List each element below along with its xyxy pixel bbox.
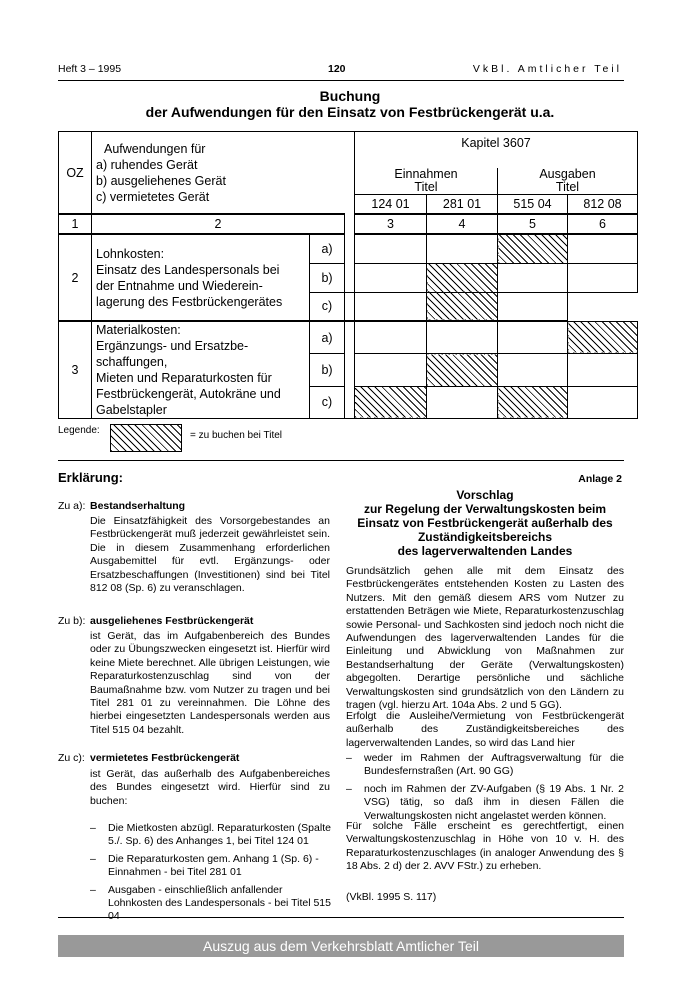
einnahmen-titel-label: Titel (414, 179, 438, 194)
hatched-cell (427, 354, 498, 387)
cell (568, 263, 638, 292)
footer-banner: Auszug aus dem Verkehrsblatt Amtlicher Teil (58, 935, 624, 957)
zu-c-label: Zu c): (58, 752, 85, 764)
sub-label-a: a) (310, 234, 345, 263)
list-item-text: weder im Rahmen der Auftragsverwaltung für die Bundesfernstraßen (Art. 90 GG) (364, 752, 624, 778)
row-desc-line: Lohnkosten: (96, 246, 165, 261)
zu-a-title: Bestandserhaltung (90, 500, 186, 512)
anlage-title-line: zur Regelung der Verwaltungskosten beim (363, 502, 607, 516)
title-124-01: 124 01 (355, 194, 427, 214)
cell (355, 234, 427, 263)
zu-b-title: ausgeliehenes Festbrückengerät (90, 615, 254, 627)
anlage-title (346, 488, 624, 558)
section-rule (58, 460, 624, 461)
row-desc-line: lagerung des Festbrückengerätes (96, 294, 283, 309)
legend-text: = zu buchen bei Titel (190, 430, 283, 441)
issue-label: Heft 3 – 1995 (58, 63, 122, 75)
sub-label-a: a) (310, 321, 345, 354)
oz-header: OZ (59, 132, 92, 215)
zu-b-text: ist Gerät, das im Aufgabenbereich des Bundes oder zu Übungszwecken eingesetzt ist. Hierfür wird keine Miete berechnet. Alle übrigen Leistungen, wie Reparaturkostenzuschlag sind von der Baumaßnahme bzw. vom Nutzer zu tragen und bei Titel 281 01 zu vereinnahmen. Die Löhne des hierbei eingesetzten Landespersonals werden aus Titel 515 04 bezahlt. (90, 630, 330, 736)
row-oz-2: 2 (59, 234, 92, 321)
zu-c-list (90, 822, 332, 928)
sub-label-c: c) (310, 292, 345, 321)
list-item: – Die Mietkosten abzügl. Reparaturkosten (Spalte 5./. Sp. 6) des Anhanges 1, bei Titel 124 01 (90, 822, 331, 848)
row-desc-materialkosten (92, 321, 310, 419)
title-515-04: 515 04 (498, 194, 568, 214)
row-oz-3: 3 (59, 321, 92, 419)
cell (355, 263, 427, 292)
sub-label-b: b) (310, 263, 345, 292)
cell (568, 234, 638, 263)
row-desc-line: Ergänzungs- und Ersatzbe- (96, 339, 249, 353)
hatched-cell (355, 386, 427, 419)
hatched-cell (427, 292, 498, 321)
title-281-01: 281 01 (427, 194, 498, 214)
list-item: – Ausgaben - einschließlich anfallender Lohnkosten des Landespersonals - bei Titel 515 04 (90, 883, 331, 923)
kapitel-header (355, 132, 638, 168)
row-desc-line: schaffungen, (96, 355, 168, 369)
cell (568, 354, 638, 387)
anlage-paragraph-1: Grundsätzlich gehen alle mit dem Einsatz des Festbrückengerätes entstehenden Kosten zu Lasten des Nutzers. Mit den gemäß diesem ARS vom Nutzer zu erstattenden Beträgen wie Miete, Reparaturkostenzuschlag sowie Personal- und Sachkosten sind jedoch noch nicht die Aufwendungen des lagerverwaltenden Landes für die Einleitung und Abwicklung von Maßnahmen zur Bestandserhaltung der Geräte (Verwaltungskosten) abgegolten. Derartige persönliche und sächliche Verwaltungskosten sind grundsätzlich von den Ländern zu tragen (vgl. hierzu Art. 104a Abs. 2 und 5 GG). (346, 565, 624, 712)
cell (568, 386, 638, 419)
hatched-cell (498, 386, 568, 419)
zu-a-label: Zu a): (58, 500, 86, 512)
list-item-text: Die Mietkosten abzügl. Reparaturkosten (Spalte 5./. Sp. 6) des Anhanges 1, bei Titel 124 01 (108, 822, 331, 848)
publication-label: VkBl. Amtlicher Teil (472, 63, 622, 75)
table-title-line1: Buchung (319, 88, 381, 104)
cell (498, 354, 568, 387)
title-812-08: 812 08 (568, 194, 638, 214)
row-desc-line: Einsatz des Landespersonals bei (96, 262, 280, 277)
hatched-cell (568, 321, 638, 354)
anlage-list (346, 752, 624, 827)
legend-label: Legende: (58, 425, 100, 436)
cell (345, 292, 355, 321)
page-number: 120 (328, 63, 346, 75)
colnum-1: 1 (59, 214, 92, 234)
cell (427, 234, 498, 263)
sub-label-c: c) (310, 386, 345, 419)
ausgaben-label: Ausgaben (539, 166, 596, 181)
anlage-title-line: Zuständigkeitsbereichs (417, 530, 553, 544)
kapitel-label: Kapitel 3607 (461, 136, 531, 150)
description-header-title: Aufwendungen für (104, 141, 206, 156)
colnum-6: 6 (568, 214, 638, 234)
description-header-c: c) vermietetes Gerät (96, 189, 210, 204)
colnum-4: 4 (427, 214, 498, 234)
anlage-title-line: Einsatz von Festbrückengerät außerhalb des (357, 516, 613, 530)
sub-label-b: b) (310, 354, 345, 387)
list-item: – Die Reparaturkosten gem. Anhang 1 (Sp. 6) - Einnahmen - bei Titel 281 01 (90, 852, 319, 879)
anlage-label: Anlage 2 (578, 473, 622, 485)
list-item-text: noch im Rahmen der ZV-Aufgaben (§ 19 Abs. 1 Nr. 2 VSG) tätig, so daß ihm in diesen Fällen die Verwaltungskosten nicht angelastet werden können. (364, 782, 624, 822)
zu-a-text: Die Einsatzfähigkeit des Vorsorgebestandes an Festbrückengerät muß jederzeit gewährleistet sein. Die in diesem Zusammenhang erforderlichen Ausgabemittel für evtl. Ergänzungs- oder Ersatzbeschaffungen (Investitionen) sind bei Titel 812 08 (Sp. 6) zu veranschlagen. (90, 515, 330, 595)
cell (355, 292, 427, 321)
list-item: – weder im Rahmen der Auftragsverwaltung für die Bundesfernstraßen (Art. 90 GG) (346, 752, 624, 778)
anlage-title-line: Vorschlag (456, 488, 514, 502)
row-desc-line: Materialkosten: (96, 323, 181, 337)
header-rule (58, 80, 624, 81)
colnum-5: 5 (498, 214, 568, 234)
list-item-text: Die Reparaturkosten gem. Anhang 1 (Sp. 6) - Einnahmen - bei Titel 281 01 (108, 852, 319, 879)
zu-c-text: ist Gerät, das außerhalb des Aufgabenbereiches des Bundes eingesetzt wird. Hierfür sind zu buchen: (90, 768, 330, 807)
anlage-paragraph-3: Für solche Fälle erscheint es gerechtfertigt, einen Verwaltungskostenzuschlag in Höhe von 10 v. H. des Reparaturkostenzuschlages (in analoger Anwendung des § 18 Abs. 2 d) der 2. AVV FStr.) zu erheben. (346, 820, 624, 873)
list-item-text: Ausgaben - einschließlich anfallender Lohnkosten des Landespersonals - bei Titel 515 04 (108, 883, 331, 923)
booking-table (58, 131, 638, 419)
erklaerung-heading: Erklärung: (58, 470, 124, 485)
hatched-cell (427, 263, 498, 292)
legend-hatch-swatch (110, 424, 182, 452)
footer-rule (58, 917, 624, 918)
cell (498, 321, 568, 354)
einnahmen-label: Einnahmen (394, 166, 458, 181)
anlage-paragraph-2: Erfolgt die Ausleihe/Vermietung von Festbrückengerät außerhalb des Zuständigkeitsbereiches des lagerverwaltenden Landes, so wird das Land hier (346, 710, 624, 749)
colnum-3: 3 (355, 214, 427, 234)
cell (355, 321, 427, 354)
row-desc-line: Festbrückengerät, Autokräne und (96, 387, 281, 401)
row-desc-line: der Entnahme und Wiederein- (96, 278, 263, 293)
cell (427, 386, 498, 419)
row-desc-line: Gabelstapler (96, 403, 167, 417)
list-item: – noch im Rahmen der ZV-Aufgaben (§ 19 Abs. 1 Nr. 2 VSG) tätig, so daß ihm in diesen Fällen die Verwaltungskosten nicht angelastet werden können. (346, 782, 624, 822)
cell (498, 263, 568, 292)
colnum-2: 2 (92, 214, 345, 234)
einnahmen-header (355, 168, 498, 195)
table-title-line2: der Aufwendungen für den Einsatz von Festbrückengerät u.a. (145, 104, 555, 120)
table-spacer (345, 132, 355, 293)
description-header-b: b) ausgeliehenes Gerät (96, 173, 226, 188)
zu-b-label: Zu b): (58, 615, 86, 627)
description-header (92, 132, 345, 215)
hatched-cell (498, 234, 568, 263)
cell (498, 292, 568, 321)
zu-c-title: vermietetes Festbrückengerät (90, 752, 240, 764)
anlage-title-line: des lagerverwaltenden Landes (397, 544, 573, 558)
ausgaben-header (498, 168, 638, 195)
row-desc-lohnkosten (92, 234, 310, 321)
cell (427, 321, 498, 354)
ausgaben-titel-label: Titel (555, 179, 580, 194)
table-spacer (345, 321, 355, 419)
description-header-a: a) ruhendes Gerät (96, 157, 198, 172)
source-reference: (VkBl. 1995 S. 117) (346, 891, 437, 903)
cell (355, 354, 427, 387)
row-desc-line: Mieten und Reparaturkosten für (96, 371, 272, 385)
